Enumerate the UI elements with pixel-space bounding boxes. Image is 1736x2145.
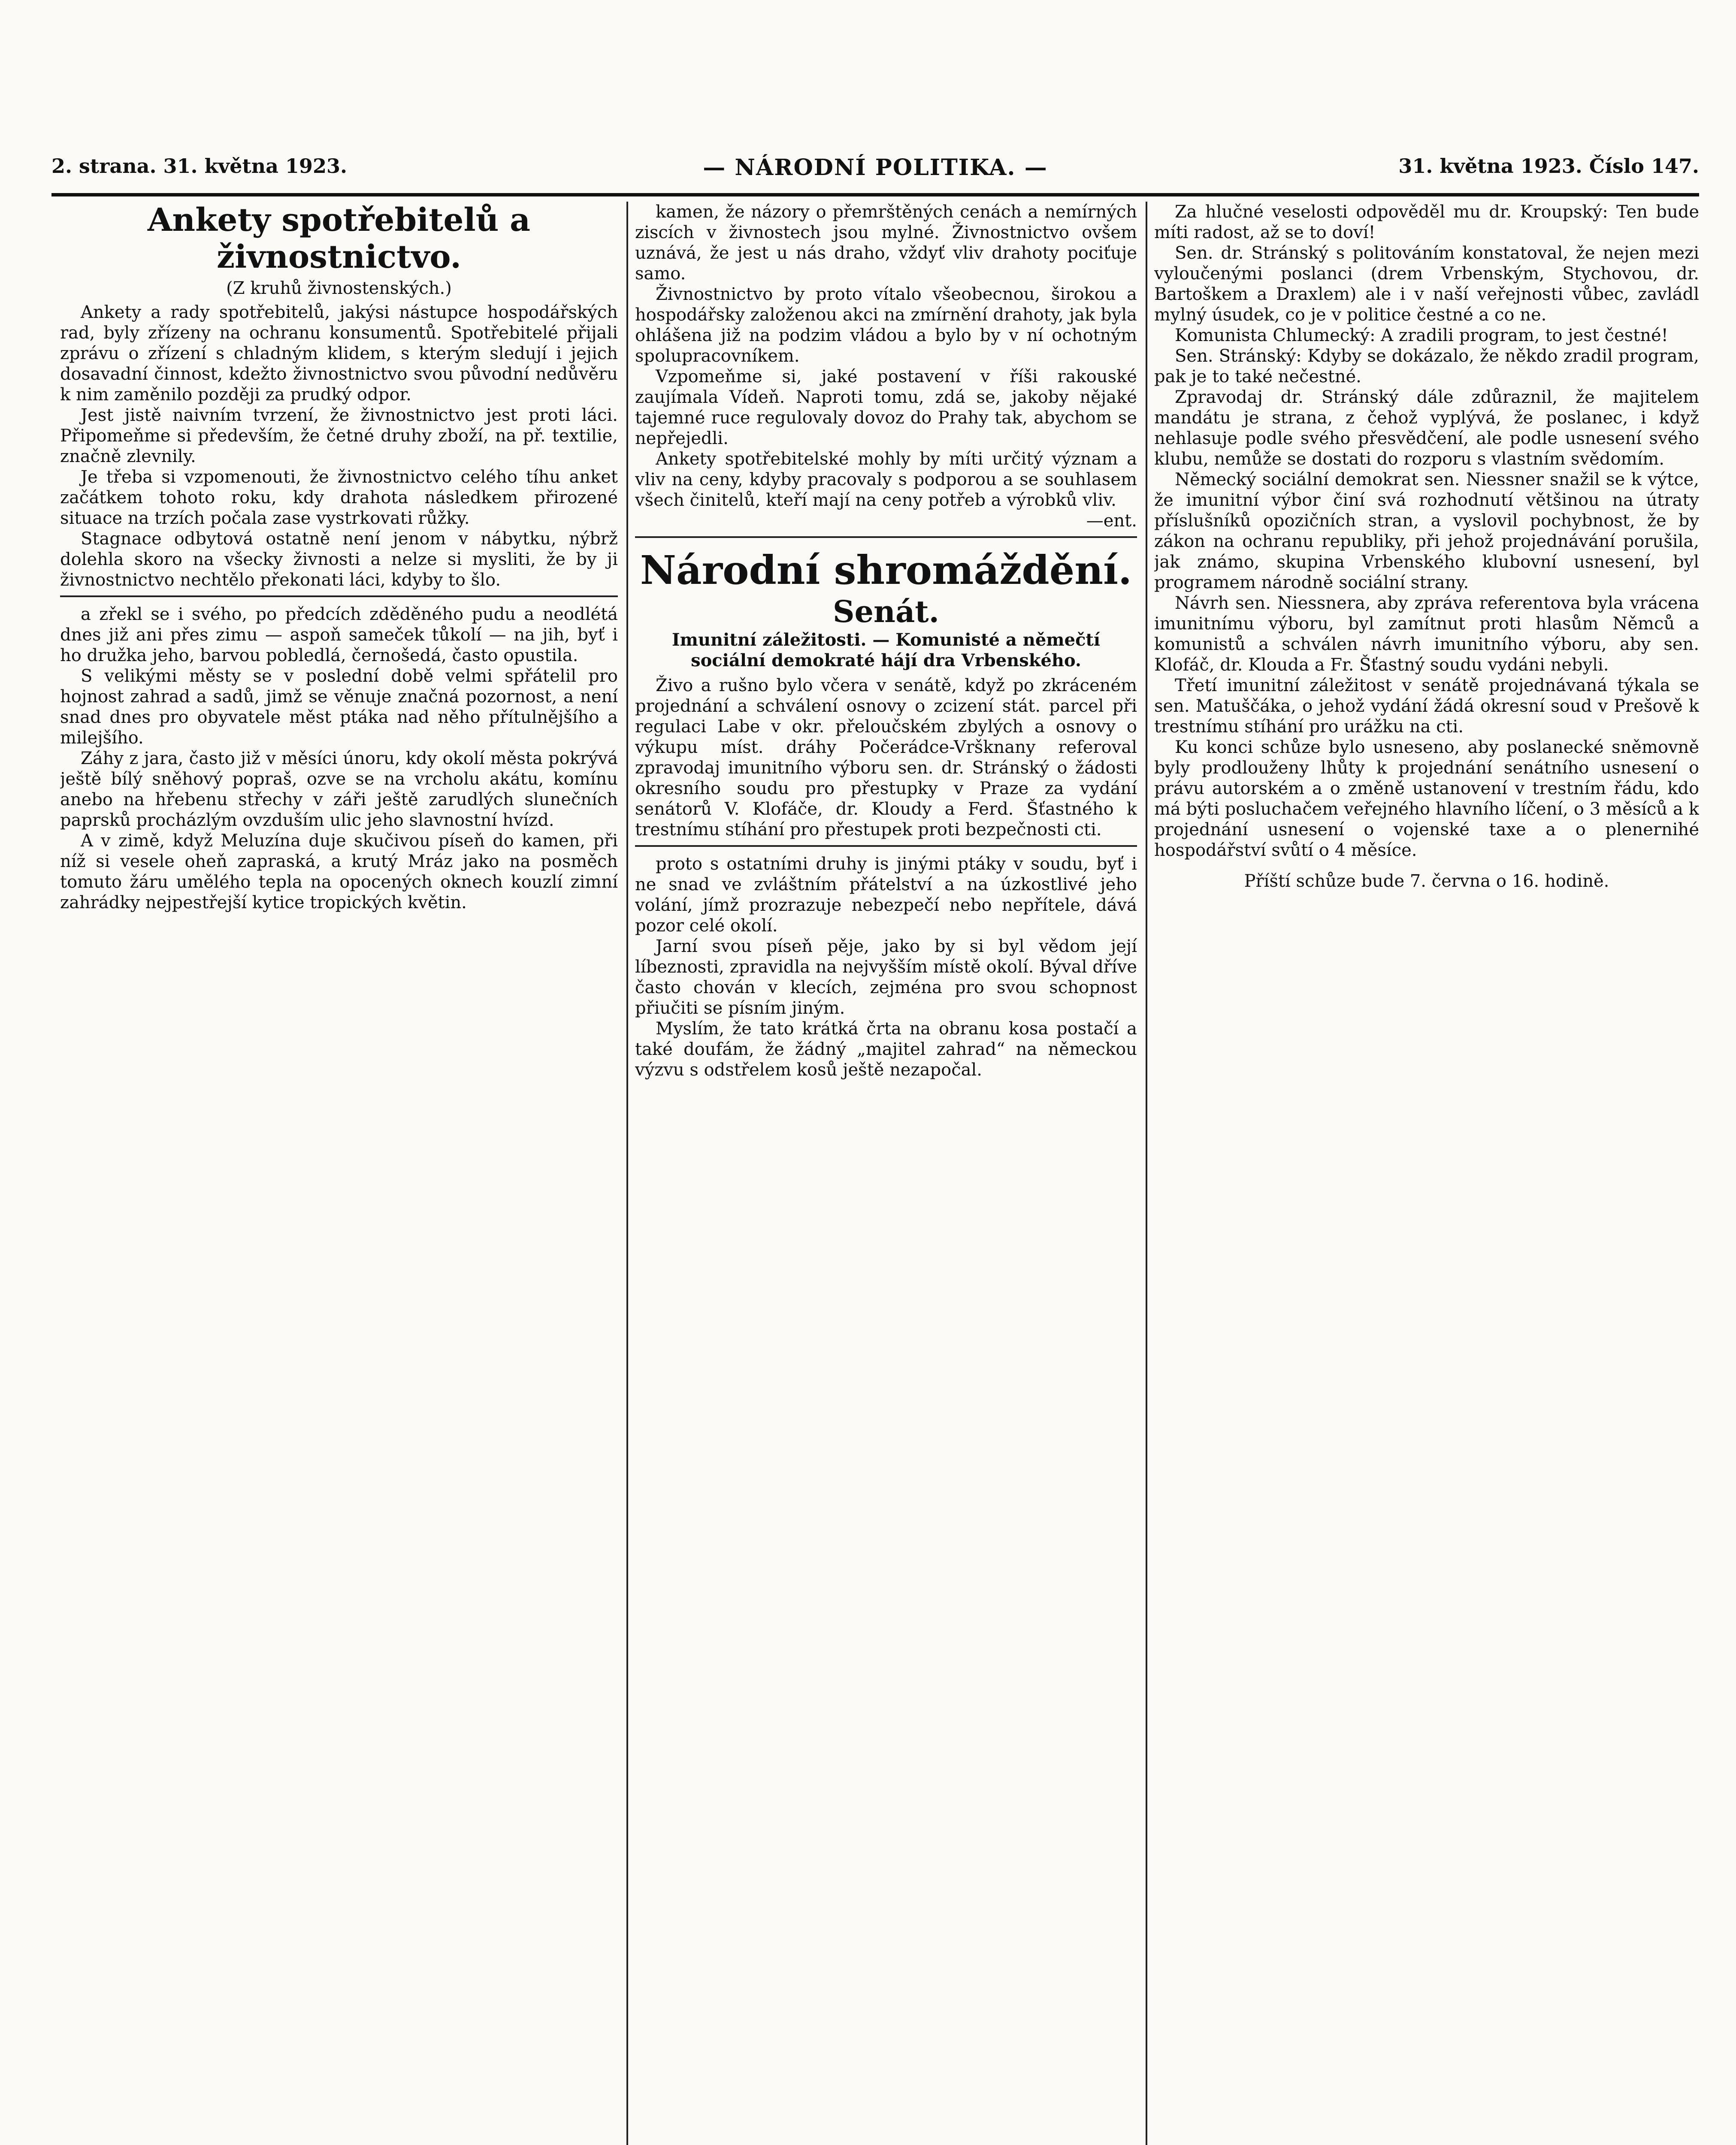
- paragraph: kamen, že názory o přemrštěných cenách a nemírných ziscích v živnostech jsou mylné. Živnostnictvo ovšem uznává, že jest u nás draho, vždyť vliv drahoty pociťuje samo.: [635, 202, 1137, 284]
- paragraph: Ku konci schůze bylo usneseno, aby poslanecké sněmovně byly prodlouženy lhůty k projednání senátního usnesení o právu autorském a o změně ustanovení v trestním řádu, kdo má býti posluchačem veřejného hlavního líčení, o 3 měsíců a k projednání usnesení o vojenské taxe a o plenernihé hospodářství svůtí o 4 měsíce.: [1154, 737, 1699, 860]
- column-1: [60, 202, 618, 2145]
- masthead-rule: [51, 193, 1699, 196]
- paragraph: Zpravodaj dr. Stránský dále zdůraznil, že majitelem mandátu je strana, z čehož vyplývá, že poslanec, i když nehlasuje podle svého přesvědčení, ale podle usnesení svého klubu, nemůže se dostati do rozporu s vlastním svědomím.: [1154, 387, 1699, 469]
- paragraph: Myslím, že tato krátká črta na obranu kosa postačí a také doufám, že žádný „majitel zahrad“ na německou výzvu s odstřelem kosů ještě nezapočal.: [635, 1019, 1137, 1080]
- paragraph: A v zimě, když Meluzína duje skučivou píseň do kamen, při níž si vesele oheň zapraská, a krutý Mráz jako na posměch tomuto žáru umělého tepla na opocených oknech kouzlí zimní zahrádky nejpestřejší kytice tropických květin.: [60, 831, 618, 912]
- paragraph: Německý sociální demokrat sen. Niessner snažil se k výtce, že imunitní výbor činí svá rozhodnutí většinou na útraty příslušníků opozičních stran, a vyslovil pochybnost, že by zákon na ochranu republiky, při jehož projednávání porušila, jak známo, skupina Vrbenského klubovní usnesení, byl programem národně sociální strany.: [1154, 470, 1699, 592]
- paragraph: S velikými městy se v poslední době velmi spřátelil pro hojnost zahrad a sadů, jimž se věnuje značná pozornost, a není snad dnes pro obyvatele měst ptáka nad něho přítulnějšího a milejšího.: [60, 666, 618, 748]
- paragraph: Ankety a rady spotřebitelů, jakýsi nástupce hospodářských rad, byly zřízeny na ochranu konsumentů. Spotřebitelé přijali zprávu o zřízení s chladným klidem, s kterým sledují i jejich dosavadní činnost, kdežto živnostnictvo svou původní nedůvěru k nim zaměnilo později za prudký odpor.: [60, 302, 618, 405]
- paragraph: Komunista Chlumecký: A zradili program, to jest čestné!: [1175, 326, 1668, 345]
- paragraph: a zřekl se i svého, po předcích zděděného pudu a neodlétá dnes již ani přes zimu — aspoň sameček tůkolí — na jih, byť i ho družka jeho, barvou pobledlá, černošedá, často opustila.: [60, 604, 618, 665]
- section-rule: [60, 595, 618, 597]
- paragraph: Je třeba si vzpomenouti, že živnostnictvo celého tíhu anket začátkem tohoto roku, kdy drahota následkem přirozené situace na trzích počala zase vystrkovati růžky.: [60, 467, 618, 528]
- newspaper-title: — NÁRODNÍ POLITIKA. —: [703, 154, 1048, 181]
- paragraph: Návrh sen. Niessnera, aby zpráva referentova byla vrácena imunitnímu výboru, byl zamítnut proti hlasům Němců a komunistů a schválen návrh imunitního výboru, aby sen. Klofáč, dr. Klouda a Fr. Šťastný soudu vydáni nebyli.: [1154, 593, 1699, 675]
- paragraph: Živo a rušno bylo včera v senátě, když po zkráceném projednání a schválení osnovy o zcizení stát. parcel při regulaci Labe v okr. přeloučském zbylých a osnovy o výkupu míst. dráhy Počerádce-Vršknany referoval zpravodaj imunitního výboru sen. dr. Stránský o žádosti okresního soudu pro přestupky v Praze za vydání senátorů V. Klofáče, dr. Kloudy a Ferd. Šťastného k trestnímu stíhání pro přestupek proti bezpečnosti cti.: [635, 676, 1137, 840]
- paragraph: Za hlučné veselosti odpověděl mu dr. Kroupský: Ten bude míti radost, až se to doví!: [1154, 202, 1699, 242]
- issue-number: 31. května 1923. Číslo 147.: [1398, 154, 1699, 178]
- section-rule: [635, 536, 1137, 538]
- closing-note: Příští schůze bude 7. června o 16. hodině.: [1244, 871, 1609, 891]
- section-lead: Imunitní záležitosti. — Komunisté a němečtí sociální demokraté hájí dra Vrbenského.: [671, 630, 1101, 671]
- section-rule: [635, 845, 1137, 847]
- column-divider: [626, 202, 628, 2145]
- section-title: Národní shromáždění.: [640, 547, 1132, 593]
- paragraph: Ankety spotřebitelské mohly by míti určitý význam a vliv na ceny, kdyby pracovaly s podporou a se souhlasem všech činitelů, kteří mají na ceny potřeb a výrobků vliv.: [635, 449, 1137, 510]
- masthead: [51, 154, 1699, 193]
- column-divider: [1146, 202, 1147, 2145]
- paragraph: proto s ostatními druhy is jinými ptáky v soudu, byť i ne snad ve zvláštním přátelství a na úzkostlivé jeho volání, jímž prozrazuje nebezpečí nebo nepřítele, dává pozor celé okolí.: [635, 854, 1137, 936]
- paragraph: Živnostnictvo by proto vítalo všeobecnou, širokou a hospodářsky založenou akci na zmírnění drahoty, jak byla ohlášena již na podzim vládou a bylo by v ní ochotným spolupracovníkem.: [635, 284, 1137, 366]
- paragraph: Sen. dr. Stránský s politováním konstatoval, že nejen mezi vyloučenými poslanci (drem Vrbenským, Stychovou, dr. Bartoškem a Draxlem) ale i v naší veřejnosti vůbec, zavládl mylný úsudek, co je v politice čestné a co ne.: [1154, 243, 1699, 325]
- section-subtitle: Senát.: [832, 594, 940, 629]
- paragraph: Záhy z jara, často již v měsíci únoru, kdy okolí města pokrývá ještě bílý sněhový popraš, ozve se na vrcholu akátu, komínu anebo na hřebenu střechy v záři ještě zarudlých slunečních paprsků procházlým ovzduším ulic jeho slavnostní hvízd.: [60, 749, 618, 830]
- column-3: [1154, 202, 1699, 2145]
- page-date: 2. strana. 31. května 1923.: [51, 154, 347, 178]
- paragraph: Vzpomeňme si, jaké postavení v říši rakouské zaujímala Vídeň. Naproti tomu, zdá se, jakoby nějaké tajemné ruce regulovaly dovoz do Prahy tak, abychom se nepřejedli.: [635, 367, 1137, 448]
- article-subtitle: (Z kruhů živnostenských.): [226, 278, 452, 298]
- paragraph: Sen. Stránský: Kdyby se dokázalo, že někdo zradil program, pak je to také nečestné.: [1154, 346, 1699, 387]
- article-title: Ankety spotřebitelů a živnostnictvo.: [147, 202, 531, 275]
- column-2: [635, 202, 1137, 2145]
- paragraph: Stagnace odbytová ostatně není jenom v nábytku, nýbrž dolehla skoro na všecky živnosti a nelze si mysliti, že by ji živnostnictvo nechtělo překonati láci, kdyby to šlo.: [60, 529, 618, 590]
- author-signature: —ent.: [1086, 511, 1137, 531]
- paragraph: Jarní svou píseň pěje, jako by si byl vědom její líbeznosti, zpravidla na nejvyšším místě okolí. Býval dříve často chován v klecích, zejména pro svou schopnost přiučiti se písním jiným.: [635, 937, 1137, 1018]
- paragraph: Jest jistě naivním tvrzení, že živnostnictvo jest proti láci. Připomeňme si především, že četné druhy zboží, na př. textilie, značně zlevnily.: [60, 405, 618, 466]
- paragraph: Třetí imunitní záležitost v senátě projednávaná týkala se sen. Matuščáka, o jehož vydání žádá okresní soud v Prešově k trestnímu stíhání pro urážku na cti.: [1154, 676, 1699, 737]
